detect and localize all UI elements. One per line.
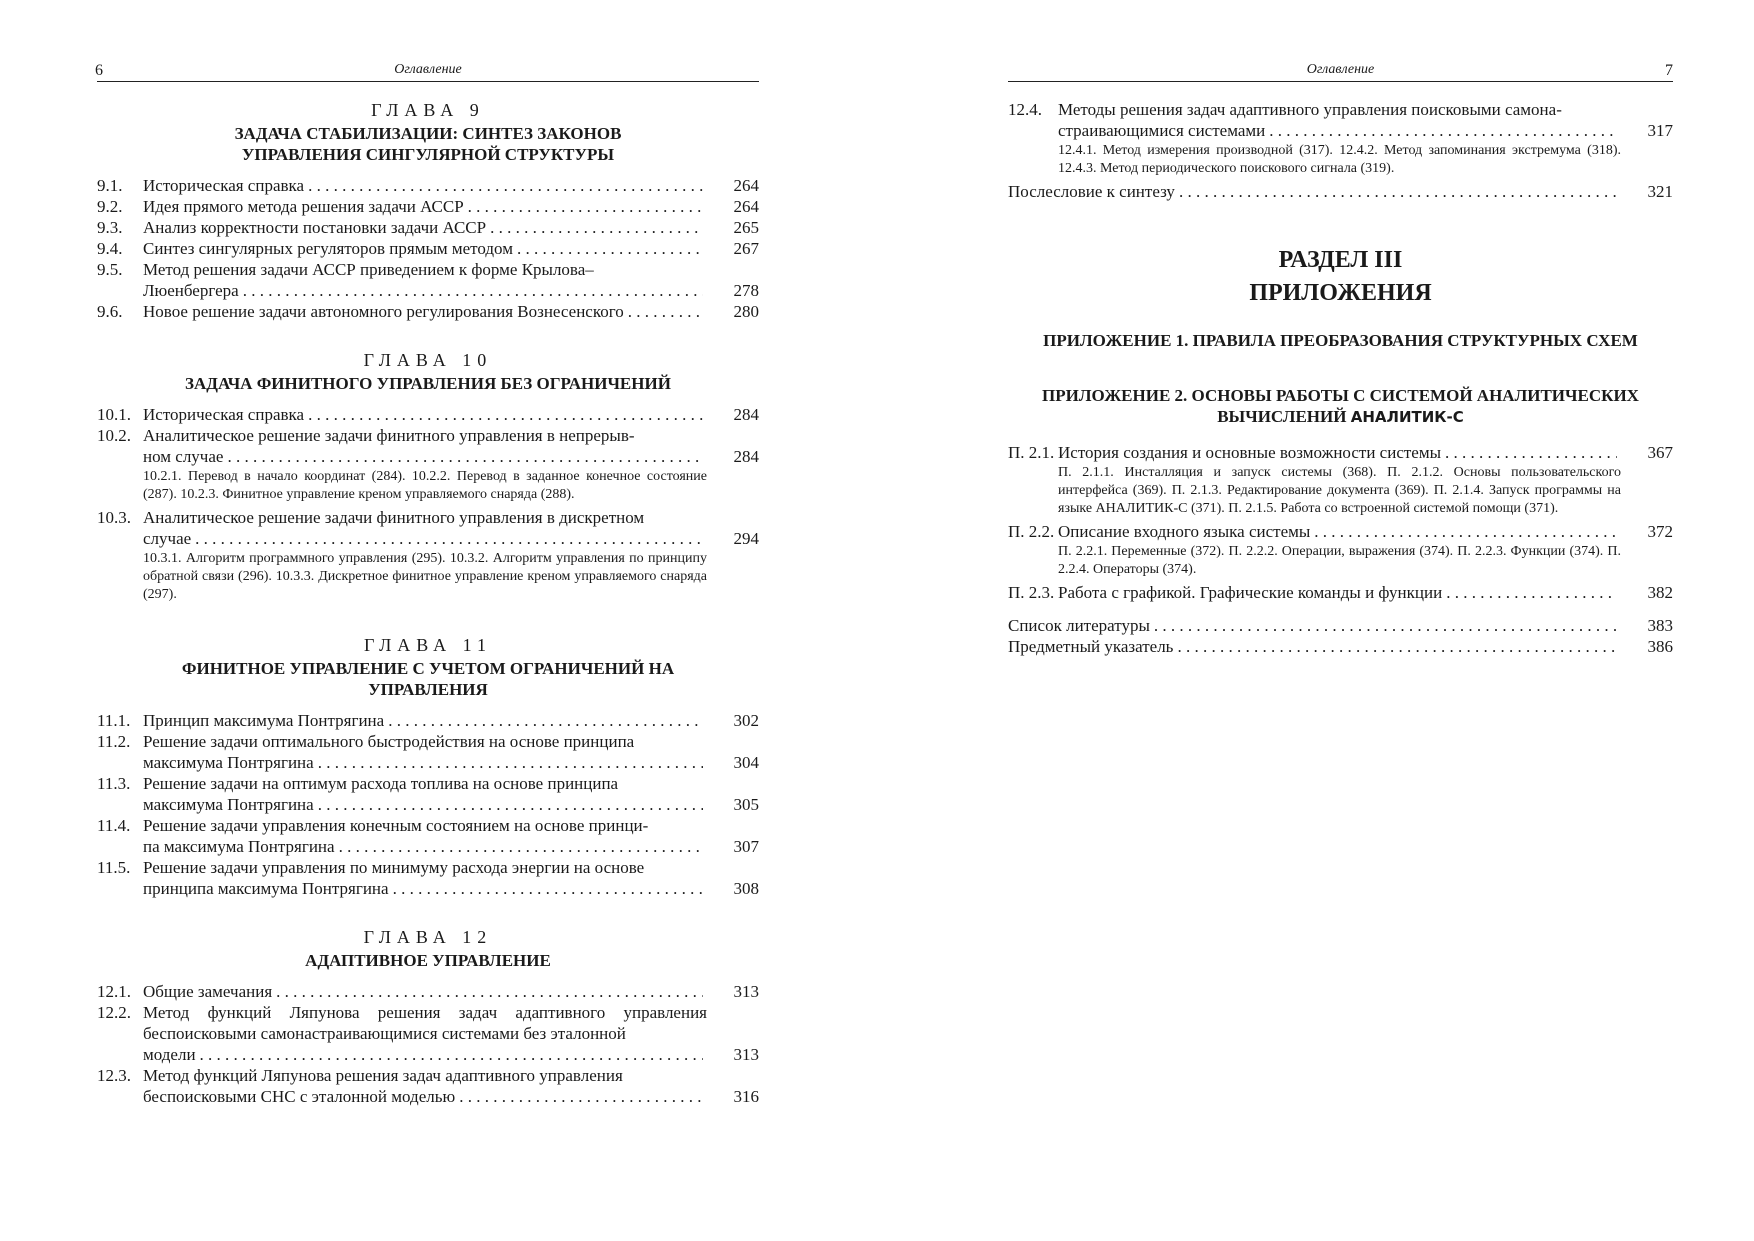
toc-entry[interactable]: 9.5. Метод решения задачи АССР приведением к форме Крылова– Люенбергера . . . 278: [97, 259, 759, 301]
page-ref: 302: [733, 711, 759, 730]
appendix-2-title[interactable]: ПРИЛОЖЕНИЕ 2. ОСНОВЫ РАБОТЫ С СИСТЕМОЙ АНАЛИТИЧЕСКИХ ВЫЧИСЛЕНИЙ АНАЛИТИК-С: [1042, 386, 1639, 426]
page-ref: 313: [733, 1045, 759, 1064]
part-title: ПРИЛОЖЕНИЯ: [1249, 280, 1432, 306]
page-ref: 278: [733, 281, 759, 300]
toc-entry[interactable]: 11.1. Принцип максимума Понтрягина . . . 302: [97, 710, 759, 731]
page-ref: 383: [1647, 616, 1673, 635]
toc-entry[interactable]: 11.5. Решение задачи управления по минимуму расхода энергии на основе принципа максимума Понтрягина . . . 308: [97, 857, 759, 899]
running-title: Оглавление: [1306, 62, 1375, 77]
subsection-list: П. 2.1.1. Инсталляция и запуск системы (368). П. 2.1.2. Основы пользовательского интерфейса (369). П. 2.1.3. Редактирование документа (369). П. 2.1.4. Запуск программы на языке АНАЛИТИК-С (371). П. 2.1.5. Работа со встроенной системой помощи (371).: [1058, 465, 1621, 516]
toc-entry[interactable]: Предметный указатель . . . 386: [1008, 636, 1673, 657]
toc-entry[interactable]: 11.3. Решение задачи на оптимум расхода топлива на основе принципа максимума Понтрягина . . . 305: [97, 773, 759, 815]
page-ref: 294: [733, 529, 759, 548]
page-ref: 386: [1647, 637, 1673, 656]
part-label: РАЗДЕЛ III: [1278, 247, 1403, 273]
toc-entry[interactable]: 12.2. Метод функций Ляпунова решения задач адаптивного управления беспоисковыми самонастраивающимися системами без эталонной модели . . . 313: [97, 1002, 759, 1065]
toc-entry[interactable]: П. 2.1. История создания и основные возможности системы . . . 367: [1008, 442, 1673, 463]
toc-list: [97, 404, 759, 604]
chapter-label: ГЛАВА 9: [371, 100, 485, 120]
page-ref: 317: [1647, 121, 1673, 140]
page-ref: 382: [1647, 583, 1673, 602]
page-number: 6: [95, 62, 103, 79]
chapter-title: ЗАДАЧА СТАБИЛИЗАЦИИ: СИНТЕЗ ЗАКОНОВ УПРАВЛЕНИЯ СИНГУЛЯРНОЙ СТРУКТУРЫ: [234, 124, 622, 164]
toc-list: [97, 175, 759, 322]
toc-entry[interactable]: 12.1. Общие замечания . . . 313: [97, 981, 759, 1002]
toc-entry[interactable]: 12.4. Методы решения задач адаптивного управления поисковыми самона- страивающимися системами . . . 317: [1008, 99, 1673, 141]
page-ref: 313: [733, 982, 759, 1001]
page-ref: 321: [1647, 182, 1673, 201]
toc-list: [1008, 615, 1673, 657]
toc-entry[interactable]: 10.2. Аналитическое решение задачи финитного управления в непрерыв- ном случае . . . 284: [97, 425, 759, 467]
toc-list: [97, 981, 759, 1107]
page-ref: 267: [733, 239, 759, 258]
running-head: [97, 59, 759, 82]
toc-entry[interactable]: 12.3. Метод функций Ляпунова решения задач адаптивного управления беспоисковыми СНС с эталонной моделью . . . 316: [97, 1065, 759, 1107]
toc-entry[interactable]: 9.2. Идея прямого метода решения задачи АССР . . . 264: [97, 196, 759, 217]
running-title: Оглавление: [394, 62, 462, 77]
chapter-title: ЗАДАЧА ФИНИТНОГО УПРАВЛЕНИЯ БЕЗ ОГРАНИЧЕНИЙ: [185, 374, 671, 393]
chapter-title: ФИНИТНОЕ УПРАВЛЕНИЕ С УЧЕТОМ ОГРАНИЧЕНИЙ НА УПРАВЛЕНИЯ: [181, 659, 675, 699]
toc-entry[interactable]: 11.4. Решение задачи управления конечным состоянием на основе принци- па максимума Понтрягина . . . 307: [97, 815, 759, 857]
page-ref: 308: [733, 879, 759, 898]
toc-entry[interactable]: 9.6. Новое решение задачи автономного регулирования Вознесенского . . . 280: [97, 301, 759, 322]
right-page: [1008, 0, 1673, 657]
page-ref: 372: [1647, 522, 1673, 541]
subsection-list: 10.3.1. Алгоритм программного управления (295). 10.3.2. Алгоритм управления по принципу обратной связи (296). 10.3.3. Дискретное финитное управление креном управляемого снаряда (297).: [143, 551, 707, 602]
appendix-1-title[interactable]: ПРИЛОЖЕНИЕ 1. ПРАВИЛА ПРЕОБРАЗОВАНИЯ СТРУКТУРНЫХ СХЕМ: [1043, 331, 1638, 350]
page-ref: 284: [733, 447, 759, 466]
page-ref: 316: [733, 1087, 759, 1106]
chapter-title: АДАПТИВНОЕ УПРАВЛЕНИЕ: [305, 951, 551, 970]
page-ref: 305: [733, 795, 759, 814]
running-head: [1008, 59, 1673, 82]
page-ref: 367: [1647, 443, 1673, 462]
page-number: 7: [1665, 62, 1673, 79]
page-ref: 265: [733, 218, 759, 237]
page-ref: 280: [733, 302, 759, 321]
toc-entry[interactable]: Послесловие к синтезу . . . 321: [1008, 181, 1673, 202]
page-ref: 264: [733, 176, 759, 195]
page-ref: 304: [733, 753, 759, 772]
toc-entry[interactable]: 10.3. Аналитическое решение задачи финитного управления в дискретном случае . . . 294: [97, 507, 759, 549]
subsection-list: П. 2.2.1. Переменные (372). П. 2.2.2. Операции, выражения (374). П. 2.2.3. Функции (374). П. 2.2.4. Операторы (374).: [1058, 544, 1621, 577]
page-ref: 284: [733, 405, 759, 424]
toc-entry[interactable]: 10.1. Историческая справка . . . 284: [97, 404, 759, 425]
subsection-list: 12.4.1. Метод измерения производной (317). 12.4.2. Метод запоминания экстремума (318). 12.4.3. Метод периодического поискового сигнала (319).: [1058, 143, 1621, 176]
toc-list: [1008, 99, 1673, 202]
toc-list: [97, 710, 759, 899]
page-ref: 307: [733, 837, 759, 856]
toc-entry[interactable]: П. 2.2. Описание входного языка системы . . . 372: [1008, 521, 1673, 542]
toc-entry[interactable]: 9.1. Историческая справка . . . 264: [97, 175, 759, 196]
chapter-label: ГЛАВА 11: [364, 635, 492, 655]
subsection-list: 10.2.1. Перевод в начало координат (284). 10.2.2. Перевод в заданное конечное состояние (287). 10.2.3. Финитное управление креном управляемого снаряда (288).: [143, 469, 707, 502]
toc-list: [1008, 442, 1673, 603]
toc-entry[interactable]: 11.2. Решение задачи оптимального быстродействия на основе принципа максимума Понтрягина . . . 304: [97, 731, 759, 773]
toc-entry[interactable]: 9.3. Анализ корректности постановки задачи АССР . . . 265: [97, 217, 759, 238]
toc-entry[interactable]: П. 2.3. Работа с графикой. Графические команды и функции . . . 382: [1008, 582, 1673, 603]
left-page: [97, 0, 759, 1107]
page-ref: 264: [733, 197, 759, 216]
toc-entry[interactable]: 9.4. Синтез сингулярных регуляторов прямым методом . . . 267: [97, 238, 759, 259]
toc-entry[interactable]: Список литературы . . . 383: [1008, 615, 1673, 636]
chapter-label: ГЛАВА 10: [363, 350, 493, 370]
chapter-label: ГЛАВА 12: [363, 927, 493, 947]
